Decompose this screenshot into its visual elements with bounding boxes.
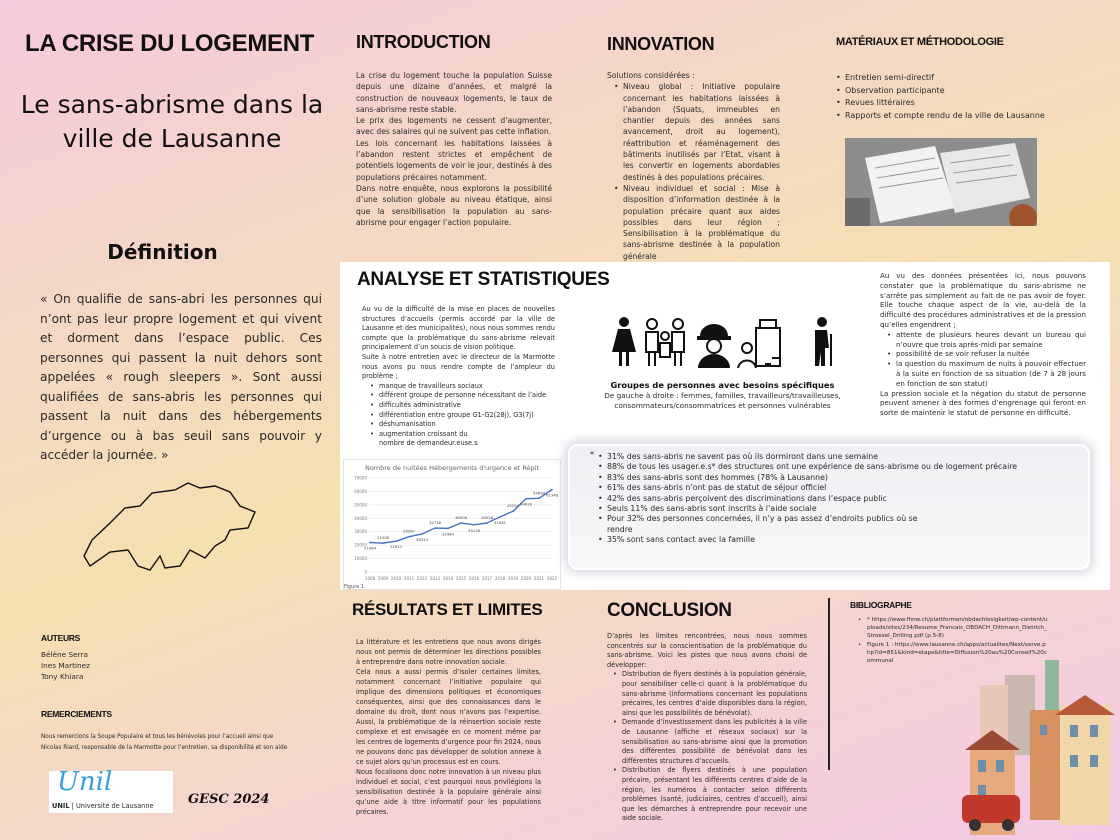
documents-photo xyxy=(845,138,1037,226)
analysis-right-text xyxy=(880,271,1086,418)
y-tick-label: 30000 xyxy=(354,529,367,535)
data-label: 54618 xyxy=(519,501,533,507)
list-item: • la question du maximum de nuits à pouvoir effectuer à la suite en fonction de sa situation (de 7 à 28 jours en fonction de son statut) xyxy=(887,359,1086,388)
x-tick-label: 2013 xyxy=(429,576,441,581)
paragraph: La crise du logement touche la population Suisse depuis une dizaine d’années, et malgré la construction de nouveaux logements, le taux de sans-abrisme reste stable. xyxy=(356,71,552,114)
city-illustration xyxy=(950,655,1115,835)
data-point xyxy=(538,497,540,499)
paragraph: D’après les limites rencontrées, nous nous sommes concentrés sur la conscientisation de la problématique du sans-abrisme. Voici les pistes que nous avons choisi de développer: xyxy=(607,632,807,669)
data-point xyxy=(460,522,462,524)
list-item: • possibilité de se voir refuser la nuitée xyxy=(887,349,1086,359)
innovation-text xyxy=(607,70,780,262)
consumer-icon xyxy=(738,320,780,368)
data-label: 21964 xyxy=(363,545,377,551)
groups-icons xyxy=(610,316,840,370)
conclusion-heading: CONCLUSION xyxy=(607,600,732,621)
y-tick-label: 40000 xyxy=(354,515,367,521)
groups-caption: De gauche à droite : femmes, familles, travailleurs/travailleuses, consommateurs/consommatrices et personnes vulnérables xyxy=(604,391,841,410)
data-point xyxy=(512,510,514,512)
data-label: 54890 xyxy=(532,490,546,496)
definition-text: « On qualifie de sans-abri les personnes qui n’ont pas leur propre logement et qui vivent et dorment dans l’espace public. Ces personnes qui passent la nuit dehors sont appelées « rough sleepers ». Sont aussi qualifiées de sans-abris les personnes qui passent la nuit dans des hébergements d’urgence ou à bas seuil sans pouvoir y accéder la journée. » xyxy=(40,292,322,462)
paragraph: Nous focalisons donc notre innovation à un niveau plus individuel et social, c’est pourquoi nous privilégions la sensibilisation destinée à la populaire générale ainsi qu’une aide à titre informatif pour les populations précaires. xyxy=(356,768,541,816)
unil-logo-abbr: UNIL xyxy=(52,802,70,810)
methodology-list xyxy=(836,72,1045,122)
x-tick-label: 2010 xyxy=(390,576,402,581)
footnote-marker: * xyxy=(590,450,594,459)
divider xyxy=(828,598,830,770)
statistics-box xyxy=(568,444,1090,570)
groups-title: Groupes de personnes avec besoins spécifiques xyxy=(610,380,835,390)
conclusion-text xyxy=(607,632,807,824)
paragraph: Au vu des données présentées ici, nous pouvons constater que la problématique du sans-abrisme ne s’arrête pas simplement au fait de ne pas avoir de foyer. Elle touche chaque aspect de la vie, au-delà de la difficulté des procédures administratives et de la pression qu’elles engendrent ; xyxy=(880,271,1086,329)
statistic-item: • Seuls 11% des sans-abris sont inscrits à l’aide sociale xyxy=(598,504,1068,514)
authors-heading: AUTEURS xyxy=(41,633,80,643)
y-tick-label: 60000 xyxy=(354,488,367,494)
statistic-item: • Pour 32% des personnes concernées, il n’y a pas assez d’endroits publics où se rendre xyxy=(598,514,938,535)
data-label: 45254 xyxy=(506,503,520,509)
author-name: Ines Martinez xyxy=(41,660,90,670)
author-name: Bélène Serra xyxy=(41,650,88,659)
statistic-item: • 31% des sans-abris ne savent pas où ils dormiront dans une semaine xyxy=(598,452,1068,462)
list-item: • Entretien semi-directif xyxy=(836,72,1045,85)
unil-logo-text: | Université de Lausanne xyxy=(71,802,154,810)
list-item: • Observation participante xyxy=(836,85,1045,98)
bibliography-item[interactable]: • * https://www.fhnw.ch/plattformen/obdachlosigkeit/wp-content/uploads/sites/234/Resume_Francais_OBDACH_Dittmann_Dietrich_Stroezel_Drilling.pdf (p.5-8) xyxy=(858,616,1048,641)
family-icon xyxy=(646,319,684,366)
analysis-heading: ANALYSE ET STATISTIQUES xyxy=(357,269,610,290)
x-tick-label: 2011 xyxy=(403,576,415,581)
unil-logo xyxy=(49,767,173,813)
data-point xyxy=(525,498,527,500)
list-item: • Revues littéraires xyxy=(836,97,1045,110)
paragraph: Solutions considérées : xyxy=(607,71,695,80)
line-chart xyxy=(343,459,561,590)
data-point xyxy=(395,540,397,542)
list-item: • déshumanisation xyxy=(370,420,555,430)
statistic-item: • 35% sont sans contact avec la famille xyxy=(598,535,1068,545)
paragraph: La littérature et les entretiens que nous avons dirigés nous ont permis de déterminer les directions possibles à entreprendre dans notre innovation sociale. xyxy=(356,638,541,666)
list-item: • Rapports et compte rendu de la ville de Lausanne xyxy=(836,110,1045,123)
list-item: • Distribution de flyers destinés à une population précaire, présentant les différents centres d’aide de la région, les numéros à contacter selon différents problèmes (santé, judiciaires, centres d’accueil), ainsi que les démarches à entreprendre pour recevoir une aide sociale. xyxy=(613,766,807,824)
methodology-heading: MATÉRIAUX ET MÉTHODOLOGIE xyxy=(836,36,1004,48)
introduction-heading: INTRODUCTION xyxy=(356,32,491,52)
data-point xyxy=(499,516,501,518)
y-tick-label: 70000 xyxy=(354,475,367,481)
unil-logo-script: Unil xyxy=(57,767,113,797)
list-item: • Distribution de flyers destinés à la population générale, pour sensibiliser celle-ci quant à la problématique du sans-abrisme (informations concernant les populations précaires, les centres d’aide disponibles dans la région, ainsi que les possibilités de bénévolat). xyxy=(613,670,807,718)
statistic-item: • 83% des sans-abris sont des hommes (78% à Lausanne) xyxy=(598,473,1068,483)
data-point xyxy=(551,489,553,491)
data-point xyxy=(382,542,384,544)
list-item: • Niveau global : Initiative populaire concernant les habitations laissées à l’abandon (Squats, immeubles en chantier depuis des années sans avancement, droit au logement), réattribution et réaménagement des bâtiments inutilisés par l’Etat, visant à les convertir en logements abordables destinés à des populations précaires. xyxy=(614,81,780,183)
introduction-text xyxy=(356,70,552,228)
data-point xyxy=(434,527,436,529)
paragraph: Cela nous a aussi permis d’isoler certaines limites, notamment concernant l’initiative populaire qui implique des dimensions politiques et économiques conséquentes, ainsi que des connaissances dans le domaine du droit, dont nous n’avons pas l’expertise. Aussi, la problématique de la réinsertion sociale reste complexe et est envisagée en ce moment même par les centres de logements d’urgence pour fin 2024, nous ne pouvons donc pas développer de solution annexe à ce sujet alors qu’un processus est en cours. xyxy=(356,668,541,766)
bibliography-item[interactable]: • Figure 1 : https://www.lausanne.ch/apps/actualites/Next/serve.php?id=851&kind=etape&title=Diffusion%20au%20Conseil%20communal xyxy=(858,641,1048,666)
x-tick-label: 2016 xyxy=(468,576,480,581)
results-text xyxy=(356,637,541,817)
vulnerable-person-icon xyxy=(815,317,832,366)
list-item: • différentiation entre groupe G1-G2(28j), G3(7j) xyxy=(370,411,555,421)
woman-icon xyxy=(612,317,636,366)
data-label: 21508 xyxy=(376,535,390,541)
y-tick-label: 0 xyxy=(364,569,367,575)
data-point xyxy=(473,524,475,526)
list-item: • différent groupe de personne nécessitant de l’aide xyxy=(370,391,555,401)
thanks-heading: REMERCIEMENTS xyxy=(41,709,112,719)
data-point xyxy=(486,522,488,524)
x-tick-label: 2018 xyxy=(494,576,506,581)
x-tick-label: 2009 xyxy=(377,576,389,581)
paragraph: Le prix des logements ne cessent d’augmenter, avec des salaires qui ne suivent pas cette inflation. xyxy=(356,116,552,137)
paragraph: Les lois concernant les habitations laissées à l’abandon restent strictes et empêchent de potentiels logements de voir le jour, destinés à des populations précaires notamment. xyxy=(356,138,552,182)
y-tick-label: 50000 xyxy=(354,502,367,508)
data-label: 32484 xyxy=(441,531,455,537)
data-point xyxy=(408,536,410,538)
data-point xyxy=(421,533,423,535)
data-label: 36526 xyxy=(480,514,494,520)
poster-title: LA CRISE DU LOGEMENT xyxy=(25,30,315,57)
x-tick-label: 2014 xyxy=(442,576,454,581)
x-tick-label: 2012 xyxy=(416,576,428,581)
data-point xyxy=(447,528,449,530)
list-item: • difficultés administrative xyxy=(370,401,555,411)
x-tick-label: 2020 xyxy=(520,576,532,581)
paragraph: Dans notre enquête, nous explorons la possibilité d’une solution globale au niveau étatique, ainsi que la sensibilisation la population au sans-abrisme pour engager l’action populaire. xyxy=(356,183,552,227)
data-label: 26267 xyxy=(402,528,416,534)
x-tick-label: 2021 xyxy=(533,576,545,581)
list-item: • Niveau individuel et social : Mise à disposition d’information destinée à la population précaire quant aux aides possibles dans leur région ; Sensibilisation à la problématique du sans-abrisme destinée à la population générale xyxy=(614,183,780,262)
thanks-text: Nous remercions la Soupe Populaire et tous les bénévoles pour l’accueil ainsi que Nicolas Riard, responsable de la Marmotte pour l’entretien, sa disponibilité et son aide xyxy=(41,734,288,751)
chart-caption: Figure 1 xyxy=(344,584,365,590)
list-item: • augmentation croissant du nombre de demandeur.euse.s xyxy=(370,430,490,449)
y-tick-label: 20000 xyxy=(354,542,367,548)
data-label: 35128 xyxy=(467,527,481,533)
definition-heading: Définition xyxy=(107,240,218,264)
list-item: • manque de travailleurs sociaux xyxy=(370,382,555,392)
list-item: • Demande d’investissement dans les publicités à la ville de Lausanne (affiche et réseaux sociaux) sur la sensibilisation au sans-abrisme ainsi que la promotion des différentes possibilité de bénévolat dans les différentes structures d’accueils. xyxy=(613,718,807,766)
author-name: Tony Khiara xyxy=(41,671,84,681)
data-label: 41081 xyxy=(493,519,507,525)
statistic-item: • 42% des sans-abris perçoivent des discriminations dans l’espace public xyxy=(598,494,1068,504)
x-tick-label: 2017 xyxy=(481,576,493,581)
data-label: 22914 xyxy=(389,544,403,550)
switzerland-map-outline xyxy=(80,478,260,578)
analysis-left-text xyxy=(362,305,555,449)
poster-subtitle: Le sans-abrisme dans la ville de Lausanne xyxy=(20,90,324,153)
x-tick-label: 2019 xyxy=(507,576,519,581)
paragraph: Suite à notre entretien avec le directeur de la Marmotte nous avons pu nous rendre compte de l’ampleur du problème ; xyxy=(362,352,555,381)
bibliography-heading: BIBLIOGRAPHE xyxy=(850,600,912,610)
data-point xyxy=(369,542,371,544)
statistic-item: • 61% des sans-abris n’ont pas de statut de séjour officiel xyxy=(598,483,1068,493)
paragraph: Au vu de la difficulté de la mise en places de nouvelles structures d’accueils (permis accordé par la ville de Lausanne et des municipalités), nous nous sommes rendu compte que la problématique du sans-abrisme relevait principalement d’un soucis de vision politique. xyxy=(362,305,555,352)
data-label: 36508 xyxy=(454,514,468,520)
x-tick-label: 2022 xyxy=(546,576,558,581)
data-label: 32748 xyxy=(428,520,442,526)
paragraph: La pression sociale et la négation du statut de personne peuvent amener à des formes d’engrenage qui feront en sorte de maintenir le statut de personne en difficulté. xyxy=(880,388,1086,418)
y-tick-label: 10000 xyxy=(354,556,367,562)
chart-title: Nombre de nuitées Hébergements d'urgence et Répit xyxy=(364,464,540,472)
innovation-heading: INNOVATION xyxy=(607,34,715,54)
authors-list xyxy=(41,650,90,682)
data-label: 28314 xyxy=(415,536,429,542)
statistic-item: • 88% de tous les usager.e.s* des structures ont une expérience de sans-abrisme ou de logement précaire xyxy=(598,462,1068,472)
x-tick-label: 2015 xyxy=(455,576,467,581)
data-label: 61348 xyxy=(545,492,559,498)
results-heading: RÉSULTATS ET LIMITES xyxy=(352,600,543,619)
event-label: GESC 2024 xyxy=(188,792,270,807)
x-tick-label: 2008 xyxy=(364,576,376,581)
chart-plot xyxy=(344,468,562,586)
list-item: • attente de plusieurs heures devant un bureau qui n’ouvre que trois après-midi par semaine xyxy=(887,330,1086,350)
worker-icon xyxy=(697,324,731,368)
